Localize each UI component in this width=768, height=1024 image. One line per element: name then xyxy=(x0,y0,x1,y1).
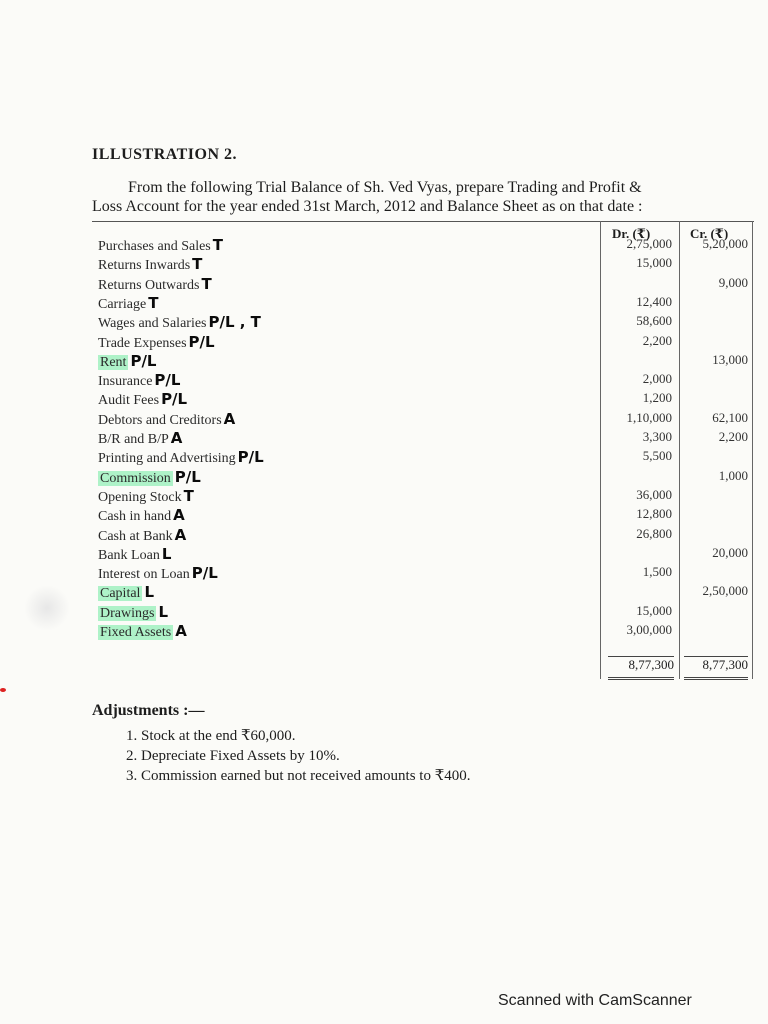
handwritten-note: A xyxy=(170,429,183,447)
table-row xyxy=(98,313,758,333)
handwritten-note: T xyxy=(201,274,212,293)
account-name xyxy=(98,622,187,641)
account-name xyxy=(98,468,201,487)
table-row xyxy=(98,603,758,623)
handwritten-note: P/L xyxy=(174,467,201,486)
table-row xyxy=(98,545,758,565)
footer-text: Scanned with CamScanner xyxy=(498,992,692,1009)
handwritten-note: P/L xyxy=(191,564,218,583)
account-name xyxy=(98,506,185,525)
dr-amount: 36,000 xyxy=(636,486,672,502)
account-name xyxy=(98,583,154,602)
dr-amount: 5,500 xyxy=(642,448,672,464)
cr-column-header: Cr. (₹) xyxy=(690,226,729,241)
account-label: Cash in hand xyxy=(98,509,172,525)
paper-smudge xyxy=(24,585,70,631)
account-name xyxy=(98,352,156,371)
table-row xyxy=(98,371,758,391)
table-row xyxy=(98,506,758,526)
account-label: Bank Loan xyxy=(98,547,160,563)
account-label: Audit Fees xyxy=(98,393,160,409)
dr-amount: 15,000 xyxy=(636,255,672,271)
account-name xyxy=(98,371,180,390)
table-row xyxy=(98,526,758,546)
handwritten-note: L xyxy=(161,544,172,563)
account-name xyxy=(98,255,202,274)
account-label: B/R and B/P xyxy=(98,432,169,447)
account-label: Drawings xyxy=(100,605,155,621)
account-name xyxy=(98,526,186,545)
dr-amount: 15,000 xyxy=(636,602,672,618)
account-name xyxy=(98,275,212,294)
account-label: Opening Stock xyxy=(98,489,182,505)
account-name xyxy=(98,333,215,352)
dr-amount: 1,200 xyxy=(642,390,672,406)
cr-amount: 20,000 xyxy=(712,544,748,560)
dr-column-header: Dr. (₹) xyxy=(612,226,651,241)
dr-amount: 12,800 xyxy=(636,506,672,522)
dr-amount: 1,500 xyxy=(642,564,672,580)
adjustment-item: 3. Commission earned but not received amounts to ₹400. xyxy=(126,768,471,784)
account-label: Returns Inwards xyxy=(98,258,191,274)
dr-amount: 3,00,000 xyxy=(626,622,672,637)
table-row xyxy=(98,352,758,372)
handwritten-note: P/L xyxy=(188,332,215,351)
adjustments-title: Adjustments :— xyxy=(92,702,205,719)
account-label: Insurance xyxy=(98,374,153,390)
handwritten-note: T xyxy=(183,486,194,505)
handwritten-note: A xyxy=(174,525,187,544)
handwritten-note: P/L xyxy=(130,351,157,370)
account-label: Commission xyxy=(100,470,171,486)
handwritten-note: A xyxy=(223,409,236,428)
account-label: Returns Outwards xyxy=(98,277,200,293)
table-top-rule xyxy=(92,221,754,222)
table-row xyxy=(98,294,758,314)
account-label: Carriage xyxy=(98,296,147,312)
adjustment-item: 2. Depreciate Fixed Assets by 10%. xyxy=(126,748,340,764)
account-name xyxy=(98,313,261,332)
red-ink-mark xyxy=(0,688,6,692)
handwritten-note: T xyxy=(192,255,203,274)
handwritten-note: P/L xyxy=(154,371,181,390)
cr-amount: 1,000 xyxy=(718,467,748,483)
table-row xyxy=(98,448,758,468)
table-row xyxy=(98,468,758,488)
table-row xyxy=(98,255,758,275)
cr-amount: 13,000 xyxy=(712,351,748,367)
cr-amount: 2,200 xyxy=(718,429,748,444)
table-row xyxy=(98,275,758,295)
dr-amount: 2,200 xyxy=(642,332,672,348)
dr-amount: 58,600 xyxy=(636,313,672,329)
account-label: Rent xyxy=(100,354,127,370)
account-label: Cash at Bank xyxy=(98,528,173,544)
handwritten-note: L xyxy=(158,602,168,621)
account-name xyxy=(98,429,182,448)
handwritten-note: P/L , T xyxy=(208,313,261,332)
handwritten-note: T xyxy=(148,293,159,312)
cr-amount: 62,100 xyxy=(712,409,748,425)
account-name xyxy=(98,448,264,467)
account-label: Capital xyxy=(100,586,141,602)
question-intro xyxy=(92,178,756,216)
account-label: Printing and Advertising xyxy=(98,451,236,467)
cr-total: 8,77,300 xyxy=(684,656,748,680)
table-row xyxy=(98,236,758,256)
handwritten-note: A xyxy=(173,506,185,525)
account-label: Trade Expenses xyxy=(98,335,187,351)
account-name xyxy=(98,294,158,313)
intro-line-2: Loss Account for the year ended 31st March, 2012 and Balance Sheet as on that date : xyxy=(92,198,643,215)
account-name xyxy=(98,603,168,622)
table-row xyxy=(98,583,758,603)
adjustment-item: 1. Stock at the end ₹60,000. xyxy=(126,728,296,744)
account-name xyxy=(98,564,218,583)
dr-amount: 2,000 xyxy=(642,371,672,387)
handwritten-note: P/L xyxy=(161,390,188,409)
dr-amount: 12,400 xyxy=(636,293,672,309)
account-name xyxy=(98,236,223,255)
table-row xyxy=(98,333,758,353)
account-name xyxy=(98,487,194,506)
account-label: Fixed Assets xyxy=(100,625,172,640)
dr-amount: 1,10,000 xyxy=(626,409,672,425)
handwritten-note: A xyxy=(175,622,187,640)
handwritten-note: T xyxy=(212,236,223,254)
account-label: Wages and Salaries xyxy=(98,316,207,332)
cr-amount: 5,20,000 xyxy=(702,236,748,251)
table-row xyxy=(98,429,758,449)
dr-amount: 26,800 xyxy=(636,525,672,541)
handwritten-note: L xyxy=(144,583,154,602)
account-label: Purchases and Sales xyxy=(98,239,211,254)
table-row xyxy=(98,390,758,410)
adjustments-list xyxy=(126,726,471,786)
dr-total: 8,77,300 xyxy=(608,656,674,680)
cr-amount: 2,50,000 xyxy=(702,583,748,599)
dr-amount: 2,75,000 xyxy=(626,236,672,251)
account-name xyxy=(98,545,171,564)
account-name xyxy=(98,390,187,409)
intro-line-1: From the following Trial Balance of Sh. Ved Vyas, prepare Trading and Profit & xyxy=(128,179,642,196)
cr-amount: 9,000 xyxy=(718,274,748,290)
table-row xyxy=(98,564,758,584)
handwritten-note: P/L xyxy=(237,448,264,467)
illustration-heading: ILLUSTRATION 2. xyxy=(92,146,238,163)
table-row xyxy=(98,622,758,642)
account-label: Debtors and Creditors xyxy=(98,412,222,428)
account-label: Interest on Loan xyxy=(98,567,190,583)
table-row xyxy=(98,410,758,430)
account-name xyxy=(98,410,235,429)
table-row xyxy=(98,487,758,507)
dr-amount: 3,300 xyxy=(642,429,672,444)
